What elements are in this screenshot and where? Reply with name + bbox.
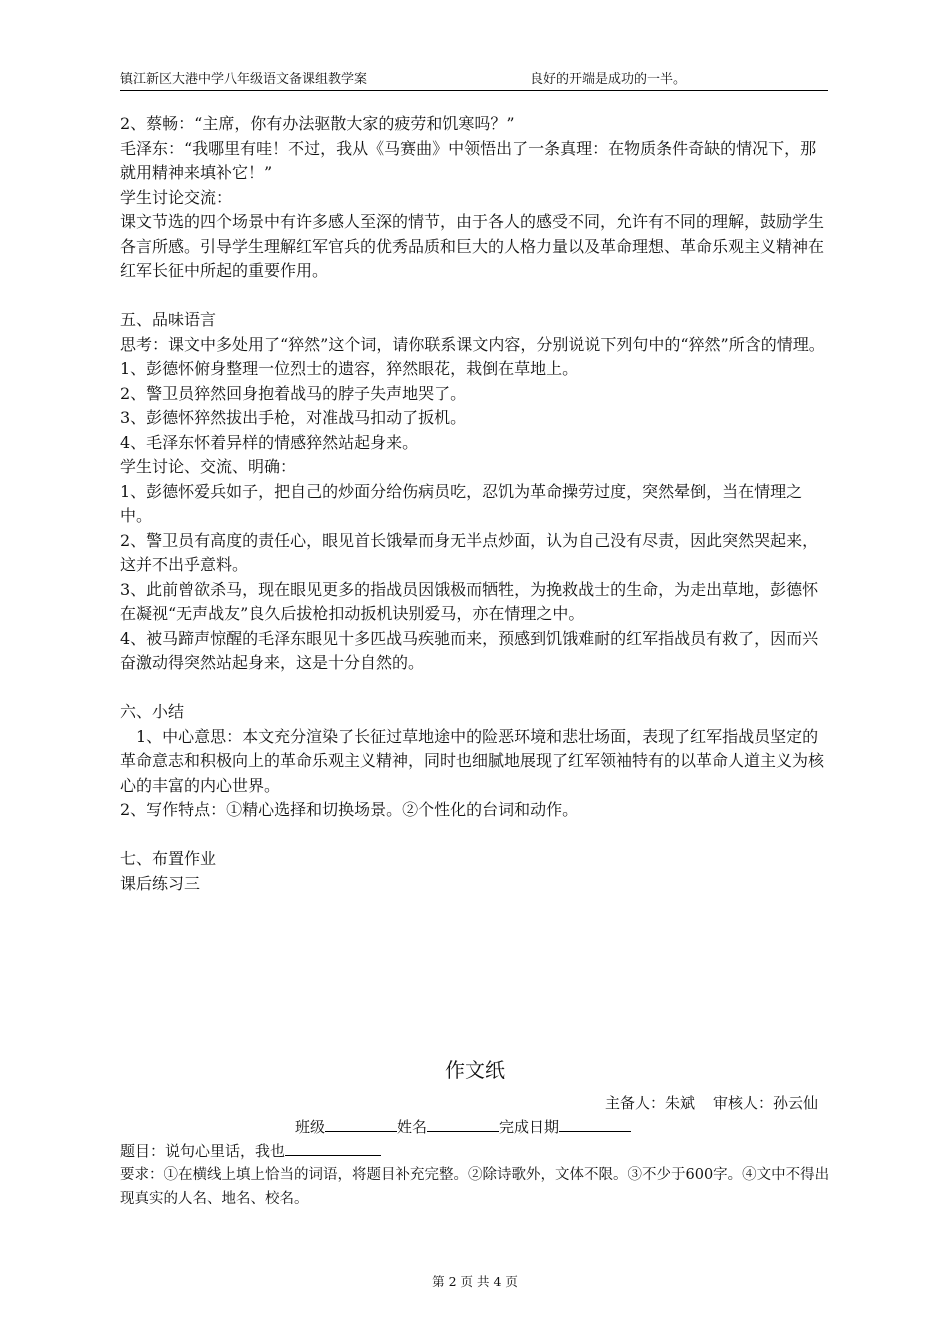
section5-item: 1、彭德怀俯身整理一位烈士的遗容，猝然眼花，栽倒在草地上。 xyxy=(120,359,579,378)
homework-text: 课后练习三 xyxy=(120,873,201,893)
name-blank[interactable] xyxy=(427,1117,499,1132)
section5-item: 4、毛泽东怀着异样的情感猝然站起身来。 xyxy=(120,432,419,452)
section5-item: 2、警卫员猝然回身抱着战马的脖子失声地哭了。 xyxy=(120,383,467,403)
date-label: 完成日期 xyxy=(499,1118,560,1136)
header-motto: 良好的开端是成功的一半。 xyxy=(530,72,687,87)
section-heading-6: 六、小结 xyxy=(120,702,185,721)
student-info-line xyxy=(120,1115,830,1139)
dialog-line-caichang: 2、蔡畅：“主席，你有办法驱散大家的疲劳和饥寒吗？” xyxy=(120,114,515,133)
class-blank[interactable] xyxy=(325,1117,397,1132)
class-label: 班级 xyxy=(295,1118,326,1136)
essay-requirements: 要求：①在横线上填上恰当的词语，将题目补充完整。②除诗歌外，文体不限。③不少于600字。④文中不得出现真实的人名、地名、校名。 xyxy=(120,1167,830,1207)
dialog-line-maozedong: 毛泽东：“我哪里有哇！不过，我从《马赛曲》中领悟出了一条真理：在物质条件奇缺的情况下，那就用精神来填补它！” xyxy=(120,138,817,182)
page-number: 第 2 页 共 4 页 xyxy=(432,1274,518,1289)
summary-point-1: 1、中心意思：本文充分渲染了长征过草地途中的险恶环境和悲壮场面，表现了红军指战员坚定的革命意志和积极向上的革命乐观主义精神，同时也细腻地展现了红军领袖特有的以革命人道主义为核心的丰富的内心世界。 xyxy=(120,726,825,795)
name-label: 姓名 xyxy=(397,1118,428,1136)
section5-answer: 3、此前曾欲杀马，现在眼见更多的指战员因饿极而牺牲，为挽救战士的生命，为走出草地，彭德怀在凝视“无声战友”良久后拔枪扣动扳机诀别爱马，亦在情理之中。 xyxy=(120,579,819,623)
section5-answer: 2、警卫员有高度的责任心，眼见首长饿晕而身无半点炒面，认为自己没有尽责，因此突然哭起来，这并不出乎意料。 xyxy=(120,530,819,574)
essay-topic-line xyxy=(120,1139,830,1163)
topic-blank[interactable] xyxy=(285,1141,381,1156)
reviewer: 审核人：孙云仙 xyxy=(712,1094,818,1112)
discussion-label: 学生讨论交流： xyxy=(120,187,233,207)
section5-prompt: 思考：课文中多处用了“猝然”这个词，请你联系课文内容，分别说说下列句中的“猝然”所含的情理。 xyxy=(120,334,825,354)
section-heading-5: 五、品味语言 xyxy=(120,310,217,329)
essay-sheet xyxy=(120,1055,830,1211)
section5-answer: 4、被马蹄声惊醒的毛泽东眼见十多匹战马疾驰而来，预感到饥饿难耐的红军指战员有救了，因而兴奋激动得突然站起身来，这是十分自然的。 xyxy=(120,628,819,672)
summary-point-2: 2、写作特点：①精心选择和切换场景。②个性化的台词和动作。 xyxy=(120,800,579,819)
section-heading-7: 七、布置作业 xyxy=(120,849,217,868)
page-header xyxy=(120,66,828,91)
section5-item: 3、彭德怀猝然拔出手枪，对准战马扣动了扳机。 xyxy=(120,408,467,427)
section5-answer: 1、彭德怀爱兵如子，把自己的炒面分给伤病员吃，忍饥为革命操劳过度，突然晕倒，当在情理之中。 xyxy=(120,481,803,525)
essay-topic: 题目：说句心里话，我也 xyxy=(120,1142,286,1160)
authors-line xyxy=(120,1091,830,1115)
lesson-body xyxy=(120,112,830,896)
preparer: 主备人：朱斌 xyxy=(604,1094,695,1112)
header-school-title: 镇江新区大港中学八年级语文备课组教学案 xyxy=(120,72,368,87)
date-blank[interactable] xyxy=(559,1117,631,1132)
discussion-text: 课文节选的四个场景中有许多感人至深的情节，由于各人的感受不同，允许有不同的理解，鼓励学生各言所感。引导学生理解红军官兵的优秀品质和巨大的人格力量以及革命理想、革命乐观主义精神在红军长征中所起的重要作用。 xyxy=(120,212,825,280)
section5-answer-label: 学生讨论、交流、明确： xyxy=(120,457,297,476)
essay-title: 作文纸 xyxy=(445,1058,505,1082)
